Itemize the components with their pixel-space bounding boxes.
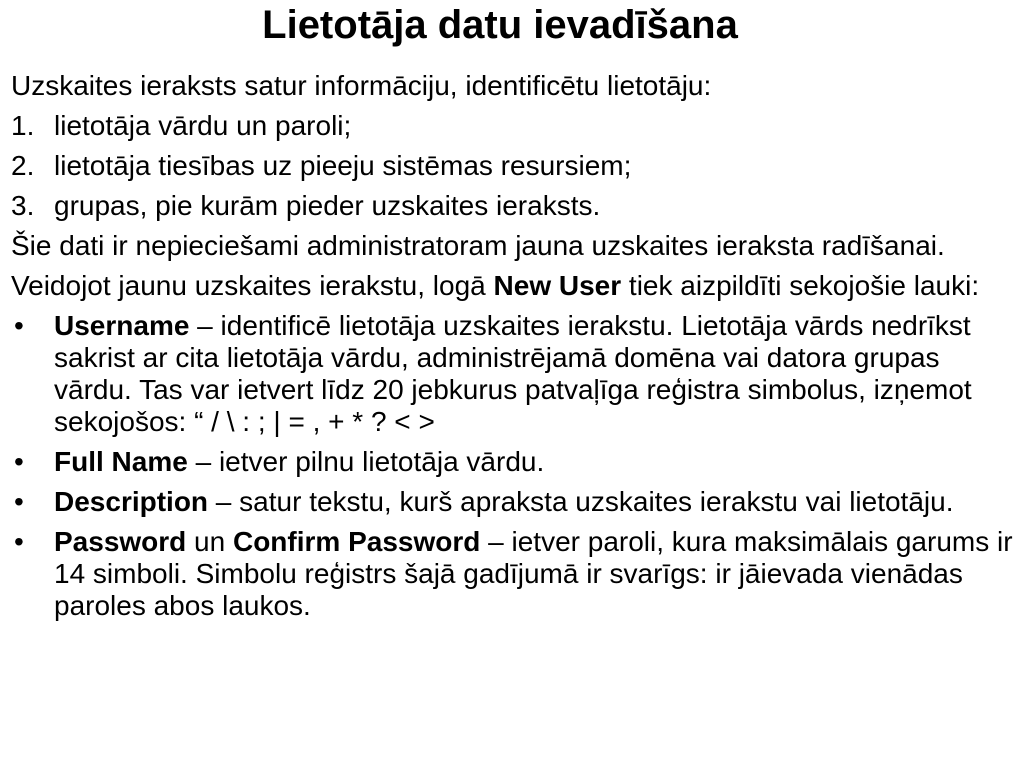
numbered-item — [0, 110, 1024, 142]
slide-title: Lietotāja datu ievadīšana — [262, 3, 738, 47]
list-item-text: lietotāja vārdu un paroli; — [54, 110, 352, 141]
list-item-text: lietotāja tiesības uz pieeju sistēmas resursiem; — [54, 150, 632, 181]
window-paragraph-text: Veidojot jaunu uzskaites ierakstu, logā — [11, 270, 494, 301]
intro-paragraph: Uzskaites ieraksts satur informāciju, identificētu lietotāju: — [11, 70, 712, 101]
field-description: – ietver paroli, kura maksimālais garums ir 14 simboli. Simbolu reģistrs šajā gadījumā ir svarīgs: ir jāievada vienādas paroles abos laukos. — [54, 526, 1013, 621]
list-item-text: grupas, pie kurām pieder uzskaites ieraksts. — [54, 190, 601, 221]
field-description: – satur tekstu, kurš apraksta uzskaites ierakstu vai lietotāju. — [208, 486, 954, 517]
window-paragraph-text: tiek aizpildīti sekojošie lauki: — [621, 270, 980, 301]
slide-body — [0, 70, 1024, 630]
window-paragraph — [0, 270, 1024, 302]
field-description: – ietver pilnu lietotāja vārdu. — [187, 446, 545, 477]
field-description: – identificē lietotāja uzskaites ierakstu. Lietotāja vārds nedrīkst sakrist ar cita lietotāja vārdu, administrējamā domēna vai datora grupas vārdu. Tas var ietvert līdz 20 jebkurus patvaļīga reģistra simbolus, izņemot sekojošos: “ / \ : ; | = , + * ? < > — [54, 310, 972, 437]
numbered-item — [0, 190, 1024, 222]
field-name: Description — [54, 486, 209, 517]
field-item-username — [0, 310, 1024, 438]
list-number: 3. — [11, 190, 35, 221]
field-item-description — [0, 486, 1024, 518]
field-item-password — [0, 526, 1024, 622]
field-name: Confirm Password — [232, 526, 481, 557]
bullet-icon: • — [14, 486, 24, 517]
field-name: Username — [54, 310, 190, 341]
field-conjunction: un — [186, 526, 233, 557]
bullet-icon: • — [14, 446, 24, 477]
bullet-icon: • — [14, 310, 24, 341]
field-item-full-name — [0, 446, 1024, 478]
bullet-icon: • — [14, 526, 24, 557]
field-name: Full Name — [54, 446, 188, 477]
admin-paragraph: Šie dati ir nepieciešami administratoram jauna uzskaites ieraksta radīšanai. — [11, 230, 945, 261]
numbered-item — [0, 150, 1024, 182]
field-name: Password — [54, 526, 187, 557]
list-number: 2. — [11, 150, 35, 181]
window-name: New User — [493, 270, 622, 301]
list-number: 1. — [11, 110, 35, 141]
